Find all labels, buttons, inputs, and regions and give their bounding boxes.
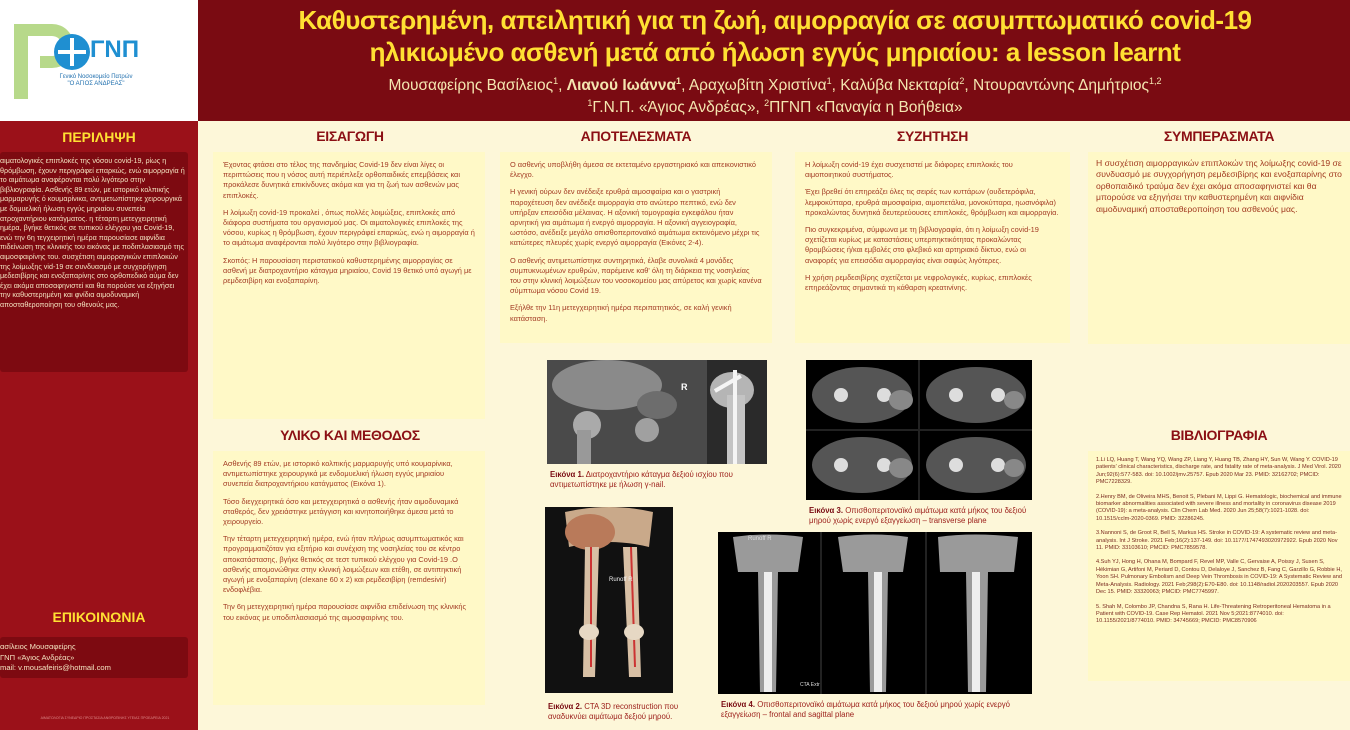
author-presenting: Λιανού Ιωάννα$^1$ [566,76,682,95]
summary-title: ΠΕΡΙΛΗΨΗ [62,129,136,145]
reference-item: 3.Nannoni S, de Groot R, Bell S, Markus HS. Stroke in COVID-19: A systematic review and meta-analysis. Int J Stroke. 2021 Feb;16(2):137-149. doi: 10.1177/1747493020972922. Epub 2020 Nov 11. PMID: 33103610; PMCID: PMC7859578. [1096,530,1338,552]
results-paragraph: Η γενική ούρων δεν ανέδειξε ερυθρά αιμοσφαίρια και ο γαστρική παροχέτευση δεν ανέδειξε αιμορραγία στο ανώτερο πεπτικό, ενώ δεν υπήρξαν επεισόδια μέλαινας. Η αξονική τομογραφία εγκεφάλου ήταν αρνητική για αιμάτωμα ή ενεργό αιμορραγία. Η αξονική αγγειογραφία, ωστόσο, ανέδειξε μεγάλο οπισθοπεριτοναϊκό αιμάτωμα εκτεινόμενο μέχρι τις κατώτερες πλευρές χωρίς ενεργό αιμορραγία (Εικόνες 2-4). [510,187,760,248]
summary-text: αιματολογικές επιπλοκές της νόσου covid-19, ρίως η θρόμβωση, έχουν περιγράφεί επαρκώς, ενώ αιμορραγία ή το αιμάτωμα αναφέρονται πολύ λιγότερο στην βιβλιογραφία. Ασθενής 89 ετών, με ιστορικό κολπικής μαρμαρυγής ό κουμαρίνικα, αντιμετωπίστηκε χειρουργικά με δομυελική ήλωση εγγύς μηριαίου συνεπεία ατροχαντήριου κατάγματος. η τέταρτη μετεγχειρητική ημέρα, βγήκε θετικός σε τυπικού ελέγχου για Covid-19, ενώ την 6η τεγχειρητική ημέρα παρουσίασε αιφνίδια πιδείνωση της κλινικής του εικόνας με ποδιπλασιασμό της αιμοσφαιρίνης του. συσχέτιση αιμορραγικών επιπλοκών της λοίμωξης vid-19 σε συνδυασμό με συγχορήγηση μεδεσιβίρης και ενοξαπαρίνης στο ορθοπεδικό αύμα δεν έχει ακόμα αποσαφηνιστεί και θα πορούσε να εξηγήσει την καθυστερημένη και φνίδια αιμοδυναμική αποσταθεροποίηση του σθενούς μας. [0,152,188,372]
conclusions-paragraph: Η συσχέτιση αιμορραγικών επιπλοκών της λοίμωξης covid-19 σε συνδυασμό με συγχορήγηση ρεμδεσιβίρης και ενοξαπαρίνης στο ορθοπαιδικό τραύμα δεν έχει ακόμα αποσαφηνιστεί και θα μπορούσε να εξηγήσει την καθυστερημένη και αιφνίδια αιμοδυναμική αποσταθεροποίηση του ασθενούς μας. [1096,158,1342,214]
figure-1-marker: R [681,382,688,392]
figure-4-ct-frontal-sagittal [718,532,1032,694]
figure-3-caption: Εικόνα 3. Οπισθοπεριτοναϊκό αιμάτωμα κατά μήκος του δεξιού μηρού χωρίς ενεργό εξαγγείωση – transverse plane [809,506,1027,525]
figure-4-marker: Runoff R [748,536,772,542]
contact-name: ασίλειος Μουσαφείρης [0,642,76,651]
sidebar-footer: ΑΙΜΑΤΟΛΟΓΙΑ ΣΥΝΕΔΡΙΟ ΠΡΟΣΤΑΣΙΑ ΑΝΘΡΩΠΙΝΗΣ ΥΓΕΙΑΣ ΠΡΟΕΔΡΕΙΑ 2021 [40,716,170,720]
figure-2-caption: Εικόνα 2. CTA 3D reconstruction που αναδυκνύει αιμάτωμα δεξιού μηρού. [548,702,679,721]
reference-item: 1.Li LQ, Huang T, Wang YQ, Wang ZP, Liang Y, Huang TB, Zhang HY, Sun W, Wang Y. COVID-19 patients' clinical characteristics, discharge rate, and fatality rate of meta-analysis. J Med Virol. 2020 Jun;92(6):577-583. doi: 10.1002/jmv.25757. Epub 2020 Mar 23. PMID: 32162702; PMCID: PMC7228329. [1096,457,1342,486]
reference-item: 5. Shah M, Colombo JP, Chandna S, Rana H. Life-Threatening Retroperitoneal Hematoma in a Patient with COVID-19. Case Rep Hematol. 2021 Nov 5;2021:8774010. doi: 10.1155/2021/8774010. PMID: 34745669; PMCID: PMC8570906 [1096,603,1331,625]
intro-title: ΕΙΣΑΓΩΓΗ [316,128,384,144]
conclusions-text-box [1088,152,1350,344]
figure-2-marker: Runoff R [609,577,633,583]
discussion-title: ΣΥΖΗΤΗΣΗ [896,128,969,144]
results-paragraph: Εξήλθε την 11η μετεγχειρητική ημέρα περιπατητικός, σε καλή γενική κατάσταση. [510,303,732,323]
results-text-box [500,152,772,343]
figure-4-corner-label: CTA Extr [800,682,820,688]
hospital-logo [0,0,198,121]
contact-hospital: ΓΝΠ «Άγιος Ανδρέας» [0,652,75,662]
discussion-paragraph: Η λοίμωξη covid-19 έχει συσχετιστεί με διάφορες επιπλοκές του αιμοποιητικού συστήματος. [805,160,1013,180]
discussion-text-box [795,152,1070,343]
methods-text-box [213,451,485,705]
methods-paragraph: Την τέταρτη μετεγχειρητική ημέρα, ενώ ήταν πλήρως ασυμπτωματικός και προγραμματιζόταν για εξιτήριο και συνέχιση της νοσηλείας του σε κέντρο αποκατάστασης, βγήκε θετικός σε τεστ τυπικού ελέγχου για Covid-19 .Ο ασθενής απομονώθηκε στην κλινική λοιμώξεων και ετέθη, σε αντιπηκτική αγωγή με ενοξαπαρίνη (clexane 60 x 2) και ρεμδεσιβίρη (remdesivir) ενδοφλέβια. [223,534,464,595]
results-title: ΑΠΟΤΕΛΕΣΜΑΤΑ [580,128,692,144]
intro-paragraph: Έχοντας φτάσει στο τέλος της πανδημίας Covid-19 δεν είναι λίγες οι περιπτώσεις που η νόσος αυτή περιέπλεξε ορθοπαιδικές επεμβάσεις και προκάλεσε δυνητικά επικίνδυνες ακόμα και για τη ζωή των ασθενών μας επιπλοκές. [223,160,460,200]
logo-line1: Γενικό Νοσοκομείο Πατρών [59,74,133,80]
results-paragraph: Ο ασθενής αντιμετωπίστηκε συντηρητικά, έλαβε συνολικά 4 μονάδες συμπυκνωμένων ερυθρών, παρέμεινε καθ' όλη τη διάρκεια της νοσηλείας του στην κλινική λοιμώξεων του νοσοκομείου μας απύρετος και χωρίς κανένα σύμπτωμα νόσου Covid 19. [510,255,762,296]
figure-2-cta-3d [545,507,673,693]
title-line-1: Καθυστερημένη, απειλητική για τη ζωή, αιμορραγία σε ασυμπτωματικό covid-19 [298,5,1252,35]
methods-paragraph: Ασθενής 89 ετών, με ιστορικό κολπικής μαρμαρυγής υπό κουμαρίνικα, αντιμετωπίστηκε χειρουργικά με ενδομυελική ήλωση εγγύς μηριαίου συνεπεία διατροχαντήριου κατάγματος (Εικόνα 1). [223,459,453,489]
references-box [1088,451,1350,681]
methods-title: ΥΛΙΚΟ ΚΑΙ ΜΕΘΟΔΟΣ [280,427,420,443]
title-line-2: ηλικιωμένο ασθενή μετά από ήλωση εγγύς μηριαίου: a lesson learnt [369,37,1181,67]
discussion-paragraph: Πιο συγκεκριμένα, σύμφωνα με τη βιβλιογραφία, ότι η λοίμωξη covid-19 σχετίζεται κυρίως με καταστάσεις υπερπηκτικότητας προκαλώντας θρομβώσεις ή/και εμβολές στο φλεβικό και αρτηριακό δίκτυο, ενώ οι αναφορές για επεισόδια αιμορραγίας είναι σαφώς λιγότερες. [805,225,1039,265]
contact-email: mail: v.mousafeiris@hotmail.com [0,663,111,672]
discussion-paragraph: Έχει βρεθεί ότι επηρεάζει όλες τις σειρές των κυττάρων (ουδετερόφιλα, λεμφοκύτταρα, ερυθρά αιμοσφαίρια, αιμοπετάλια, μονοκύτταρα, ηωσινόφιλα) προκαλώντας δυνητικά δευτερεύουσες επιπλοκές, θρόμβωση και αιμορραγία. [805,187,1059,217]
intro-paragraph: Σκοπός: Η παρουσίαση περιστατικού καθυστερημένης αιμορραγίας σε ασθενή με διατροχαντήριο κάταγμα μηριαίου, Covid 19 θετικό υπό αγωγή με ρεμδεσιβίρη και ενοξαπαρίνη. [223,255,472,286]
figure-1-xray [547,360,767,464]
authors-line: Μουσαφείρης Βασίλειος$^1$, Λιανού Ιωάννα$^1$, Αραχωβίτη Χριστίνα$^1$, Καλύβα Νεκταρία$^2$, Ντουραντώνης Δημήτριος$^{1,2}$ [388,76,1162,95]
contact-title: ΕΠΙΚΟΙΝΩΝΙΑ [52,609,146,625]
reference-item: 4.Suh YJ, Hong H, Ohana M, Bompard F, Revel MP, Valle C, Gervaise A, Poissy J, Susen S, Hékimian G, Artifoni M, Periard D, Contou D, Delaloye J, Sanchez B, Fang C, Garzillo G, Robbie H, Yoon SH. Pulmonary Embolism and Deep Vein Thrombosis in COVID-19: A Systematic Review and Meta-Analysis. Radiology. 2021 Feb;298(2):E70-E80. doi: 10.1148/radiol.2020203557. Epub 2020 Dec 15. PMID: 33320063; PMCID: PMC7745997. [1096,559,1342,596]
author: Ντουραντώνης Δημήτριος$^{1,2}$ [973,76,1162,95]
methods-paragraph: Την 6η μετεγχειρητική ημέρα παρουσίασε αιφνίδια επιδείνωση της κλινικής του εικόνας με υποδιπλασιασμό της αιμοσφαιρίνης του. [223,602,467,622]
contact-box [0,637,188,678]
poster-title [250,4,1300,68]
discussion-paragraph: Η χρήση ρεμδεσιβίρης σχετίζεται με νεφρολογικές, κυρίως, επιπλοκές επηρεάζοντας σημαντικά τη κάθαρση κρεατινίνης. [805,272,1032,293]
author: Καλύβα Νεκταρία$^2$, [840,76,973,95]
affiliations-line: $^1$Γ.Ν.Π. «Άγιος Ανδρέας», $^2$ΠΓΝΠ «Παναγία η Βοήθεια» [587,98,963,117]
intro-paragraph: Η λοίμωξη covid-19 προκαλεί , όπως πολλές λοιμώξεις, επιπλοκές από διάφορα συστήματα του οργανισμού μας. Οι αιματολογικές επιπλοκές της νόσου, κυρίως η θρόμβωση, έχουν περιγράφεί επαρκώς, ενώ η αιμορραγία ή το αιμάτωμα αναφέρονται πολύ λιγότερο στην βιβλιογραφία. [223,207,475,248]
figure-1-caption: Εικόνα 1. Διατροχαντήριο κάταγμα δεξιού ισχίου που αντιμετωπίστηκε με ήλωση γ-nail. [550,470,733,489]
conclusions-title: ΣΥΜΠΕΡΑΣΜΑΤΑ [1163,128,1275,144]
author: Μουσαφείρης Βασίλειος$^1$, [388,76,567,95]
author: Αραχωβίτη Χριστίνα$^1$, [688,76,841,95]
references-title: ΒΙΒΛΙΟΓΡΑΦΙΑ [1170,427,1268,443]
figure-3-ct-transverse [806,360,1032,500]
figure-4-caption: Εικόνα 4. Οπισθοπεριτοναϊκό αιμάτωμα κατά μήκος του δεξιού μηρού χωρίς ενεργό εξαγγείωση – frontal and sagittal plane [721,700,1010,719]
intro-text-box [213,152,485,419]
methods-paragraph: Τόσο διεγχειρητικά όσο και μετεγχειρητικά ο ασθενής ήταν αιμοδυναμικά σταθερός, δεν χρειάστηκε μετάγγιση και κινητοποιήθηκε άμεσα μετά το χειρουργείο. [223,496,459,527]
results-paragraph: Ο ασθενής υποβλήθη άμεσα σε εκτεταμένο εργαστηριακό και απεικονιστικό έλεγχο. [510,160,756,180]
reference-item: 2.Henry BM, de Oliveira MHS, Benoit S, Plebani M, Lippi G. Hematologic, biochemical and immune biomarker abnormalities associated with severe illness and mortality in coronavirus disease 2019 (COVID-19): a meta-analysis. Clin Chem Lab Med. 2020 Jun 25;58(7):1021-1028. doi: 10.1515/cclm-2020-0369. PMID: 32286245. [1096,493,1342,522]
logo-acronym: ΓΝΠ [90,36,140,63]
logo-line2: "Ο ΑΓΙΟΣ ΑΝΔΡΕΑΣ" [67,81,125,87]
